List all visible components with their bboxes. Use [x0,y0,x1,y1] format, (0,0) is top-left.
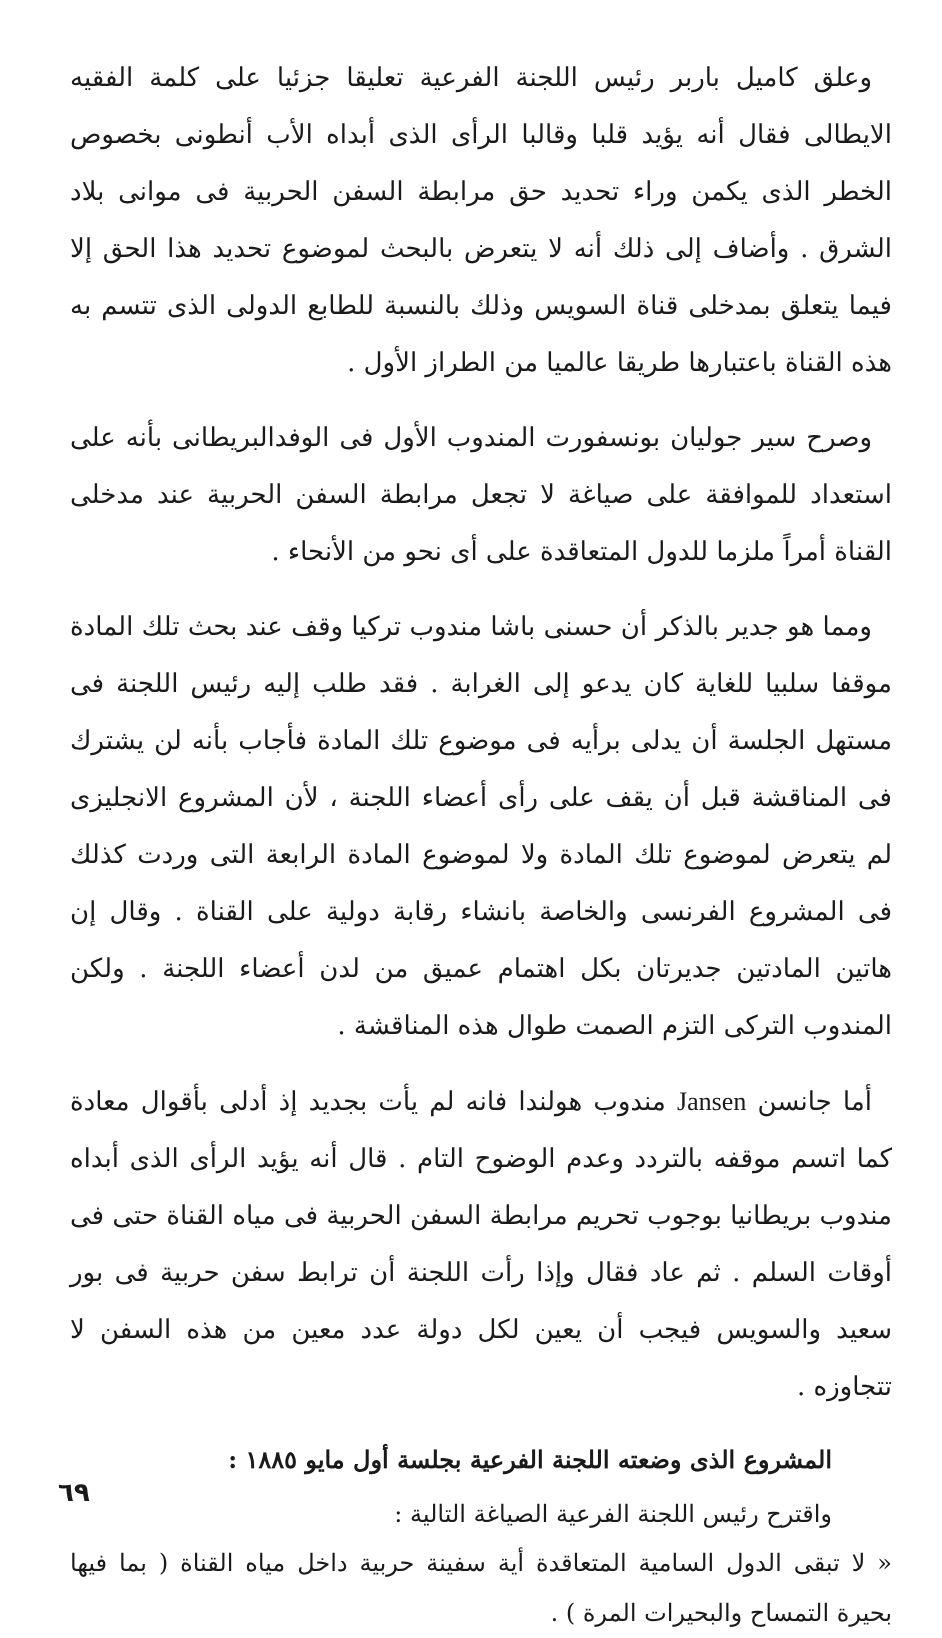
proposal-intro: واقترح رئيس اللجنة الفرعية الصياغة التالية : [394,1500,832,1528]
paragraph-gap [70,581,892,599]
jansen-arabic-name: أما جانسن [757,1087,873,1117]
section-heading: المشروع الذى وضعته اللجنة الفرعية بجلسة أول مايو ١٨٨٥ : [228,1445,832,1474]
jansen-paragraph-text: مندوب هولندا فانه لم يأت بجديد إذ أدلى بأقوال معادة كما اتسم موقفه بالتردد وعدم الوضوح التام . قال أنه يؤيد الرأى الذى أبداه مندوب بريطانيا بوجوب تحريم مرابطة السفن الحربية فى مياه القناة حتى فى أوقات السلم . ثم عاد فقال وإذا رأت اللجنة أن ترابط سفن حربية فى بور سعيد والسويس فيجب أن يعين لكل دولة عدد معين من هذه السفن لا تتجاوزه . [70,1087,892,1402]
paragraph-gap [70,392,892,410]
paragraph-gap [70,1055,892,1073]
page-number: ٦٩ [58,1478,90,1508]
page-body [70,50,892,1638]
paragraph-jansen-netherlands [70,1073,892,1416]
paragraph-pauncefote-statement: وصرح سير جوليان بونسفورت المندوب الأول فى الوفدالبريطانى بأنه على استعداد للموافقة على صياغة لا تجعل مرابطة السفن الحربية عند مدخلى القناة أمراً ملزما للدول المتعاقدة على أى نحو من الأنحاء . [70,423,892,567]
paragraph-barbier-comment: وعلق كاميل باربر رئيس اللجنة الفرعية تعليقا جزئيا على كلمة الفقيه الايطالى فقال أنه يؤيد قلبا وقالبا الرأى الذى أبداه الأب أنطونى بخصوص الخطر الذى يكمن وراء تحديد حق مرابطة السفن الحربية فى موانى بلاد الشرق . وأضاف إلى ذلك أنه لا يتعرض بالبحث لموضوع تحديد هذا الحق إلا فيما يتعلق بمدخلى قناة السويس وذلك بالنسبة للطابع الدولى الذى تتسم به هذه القناة باعتبارها طريقا عالميا من الطراز الأول . [70,63,892,378]
proposed-article-quote: « لا تبقى الدول السامية المتعاقدة أية سفينة حربية داخل مياه القناة ( بما فيها بحيرة التمساح والبحيرات المرة ) . [70,1549,892,1627]
paragraph-turkish-delegate: ومما هو جدير بالذكر أن حسنى باشا مندوب تركيا وقف عند بحث تلك المادة موقفا سلبيا للغاية كان يدعو إلى الغرابة . فقد طلب إليه رئيس اللجنة فى مستهل الجلسة أن يدلى برأيه فى موضوع تلك المادة فأجاب بأنه لن يشترك فى المناقشة قبل أن يقف على رأى أعضاء اللجنة ، لأن المشروع الانجليزى لم يتعرض لموضوع تلك المادة ولا لموضوع المادة الرابعة التى وردت كذلك فى المشروع الفرنسى والخاصة بانشاء رقابة دولية على القناة . وقال إن هاتين المادتين جديرتان بكل اهتمام عميق من لدن أعضاء اللجنة . ولكن المندوب التركى التزم الصمت طوال هذه المناقشة . [70,612,892,1041]
jansen-latin-name: Jansen [677,1087,747,1116]
